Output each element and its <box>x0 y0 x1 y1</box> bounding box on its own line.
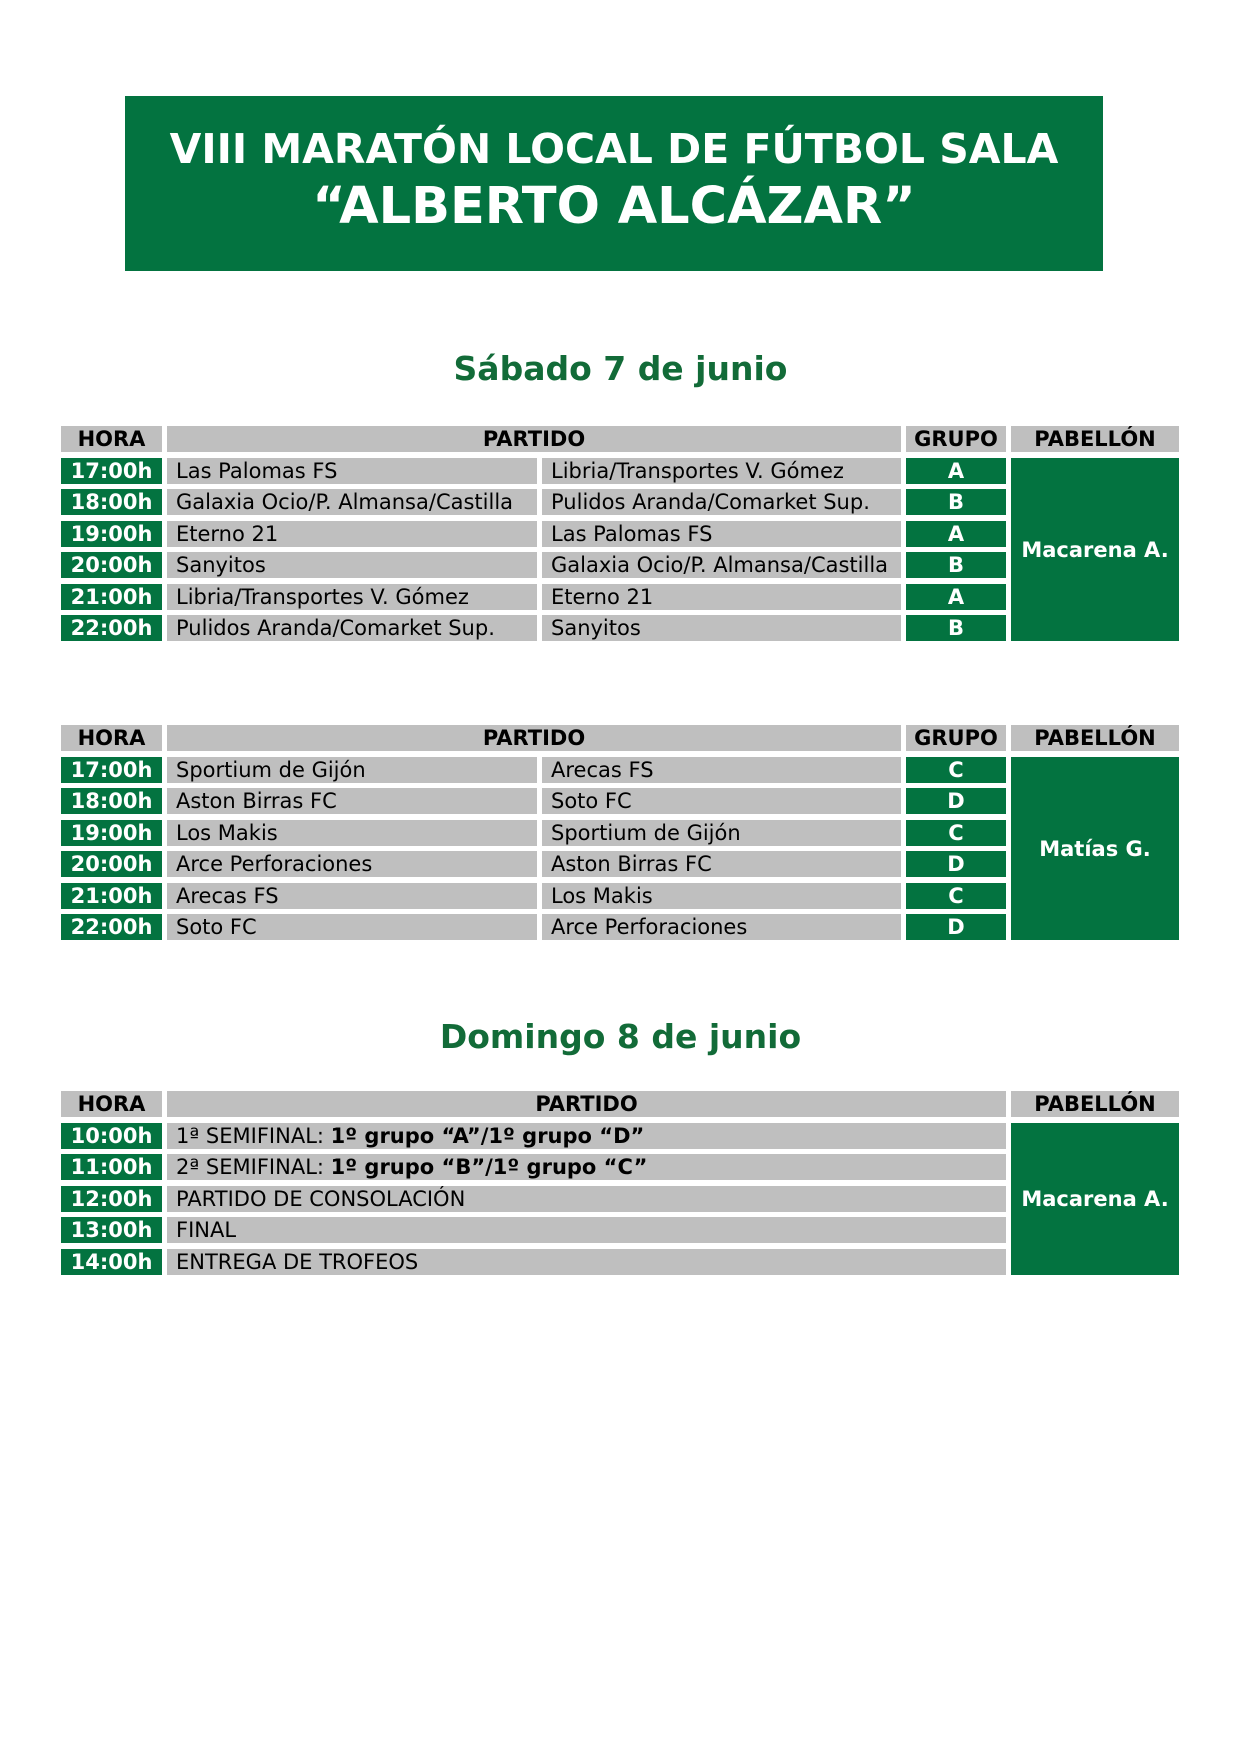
time-cell: 18:00h <box>61 489 162 515</box>
away-team: Pulidos Aranda/Comarket Sup. <box>542 489 901 515</box>
group-badge: D <box>906 851 1006 877</box>
match-description <box>167 1217 1006 1243</box>
home-team: Arecas FS <box>167 883 537 909</box>
header-grupo: GRUPO <box>906 426 1006 452</box>
match-description <box>167 1123 1006 1149</box>
away-team: Arecas FS <box>542 757 901 783</box>
home-team: Sanyitos <box>167 552 537 578</box>
header-hora: HORA <box>61 1091 162 1117</box>
home-team: Eterno 21 <box>167 521 537 547</box>
home-team: Los Makis <box>167 820 537 846</box>
saturday-heading: Sábado 7 de junio <box>453 349 788 388</box>
home-team: Pulidos Aranda/Comarket Sup. <box>167 615 537 641</box>
group-badge: D <box>906 914 1006 940</box>
away-team: Aston Birras FC <box>542 851 901 877</box>
title-banner <box>125 96 1103 271</box>
group-badge: C <box>906 757 1006 783</box>
away-team: Galaxia Ocio/P. Almansa/Castilla <box>542 552 901 578</box>
header-hora: HORA <box>61 725 162 751</box>
time-cell: 20:00h <box>61 851 162 877</box>
home-team: Libria/Transportes V. Gómez <box>167 584 537 610</box>
match-label: 2ª SEMIFINAL: <box>176 1155 331 1179</box>
time-cell: 21:00h <box>61 584 162 610</box>
away-team: Sportium de Gijón <box>542 820 901 846</box>
group-badge: A <box>906 584 1006 610</box>
time-cell: 14:00h <box>61 1249 162 1275</box>
header-pabellon: PABELLÓN <box>1011 426 1179 452</box>
away-team: Arce Perforaciones <box>542 914 901 940</box>
away-team: Los Makis <box>542 883 901 909</box>
time-cell: 17:00h <box>61 458 162 484</box>
group-badge: A <box>906 521 1006 547</box>
time-cell: 19:00h <box>61 521 162 547</box>
time-cell: 12:00h <box>61 1186 162 1212</box>
header-grupo: GRUPO <box>906 725 1006 751</box>
group-badge: D <box>906 788 1006 814</box>
home-team: Galaxia Ocio/P. Almansa/Castilla <box>167 489 537 515</box>
away-team: Libria/Transportes V. Gómez <box>542 458 901 484</box>
time-cell: 17:00h <box>61 757 162 783</box>
match-label: FINAL <box>176 1218 237 1242</box>
time-cell: 13:00h <box>61 1217 162 1243</box>
group-badge: C <box>906 820 1006 846</box>
match-description <box>167 1154 1006 1180</box>
title-line-2: “ALBERTO ALCÁZAR” <box>312 177 916 236</box>
home-team: Arce Perforaciones <box>167 851 537 877</box>
away-team: Soto FC <box>542 788 901 814</box>
time-cell: 22:00h <box>61 914 162 940</box>
group-badge: C <box>906 883 1006 909</box>
match-detail: 1º grupo “B”/1º grupo “C” <box>330 1155 648 1179</box>
time-cell: 21:00h <box>61 883 162 909</box>
header-hora: HORA <box>61 426 162 452</box>
match-label: PARTIDO DE CONSOLACIÓN <box>176 1187 466 1211</box>
time-cell: 11:00h <box>61 1154 162 1180</box>
time-cell: 20:00h <box>61 552 162 578</box>
header-pabellon: PABELLÓN <box>1011 725 1179 751</box>
away-team: Eterno 21 <box>542 584 901 610</box>
time-cell: 19:00h <box>61 820 162 846</box>
header-partido: PARTIDO <box>167 725 901 751</box>
match-label: 1ª SEMIFINAL: <box>176 1124 331 1148</box>
home-team: Las Palomas FS <box>167 458 537 484</box>
time-cell: 18:00h <box>61 788 162 814</box>
pabellon-cell: Matías G. <box>1011 757 1179 940</box>
header-partido: PARTIDO <box>167 426 901 452</box>
group-badge: B <box>906 552 1006 578</box>
header-partido: PARTIDO <box>167 1091 1006 1117</box>
away-team: Sanyitos <box>542 615 901 641</box>
home-team: Aston Birras FC <box>167 788 537 814</box>
match-label: ENTREGA DE TROFEOS <box>176 1250 419 1274</box>
time-cell: 10:00h <box>61 1123 162 1149</box>
group-badge: B <box>906 489 1006 515</box>
away-team: Las Palomas FS <box>542 521 901 547</box>
group-badge: B <box>906 615 1006 641</box>
sunday-heading: Domingo 8 de junio <box>439 1017 802 1056</box>
match-detail: 1º grupo “A”/1º grupo “D” <box>330 1124 645 1148</box>
home-team: Soto FC <box>167 914 537 940</box>
match-description <box>167 1186 1006 1212</box>
header-pabellon: PABELLÓN <box>1011 1091 1179 1117</box>
pabellon-cell: Macarena A. <box>1011 458 1179 641</box>
title-line-1: VIII MARATÓN LOCAL DE FÚTBOL SALA <box>169 125 1059 173</box>
group-badge: A <box>906 458 1006 484</box>
pabellon-cell: Macarena A. <box>1011 1123 1179 1275</box>
match-description <box>167 1249 1006 1275</box>
home-team: Sportium de Gijón <box>167 757 537 783</box>
time-cell: 22:00h <box>61 615 162 641</box>
